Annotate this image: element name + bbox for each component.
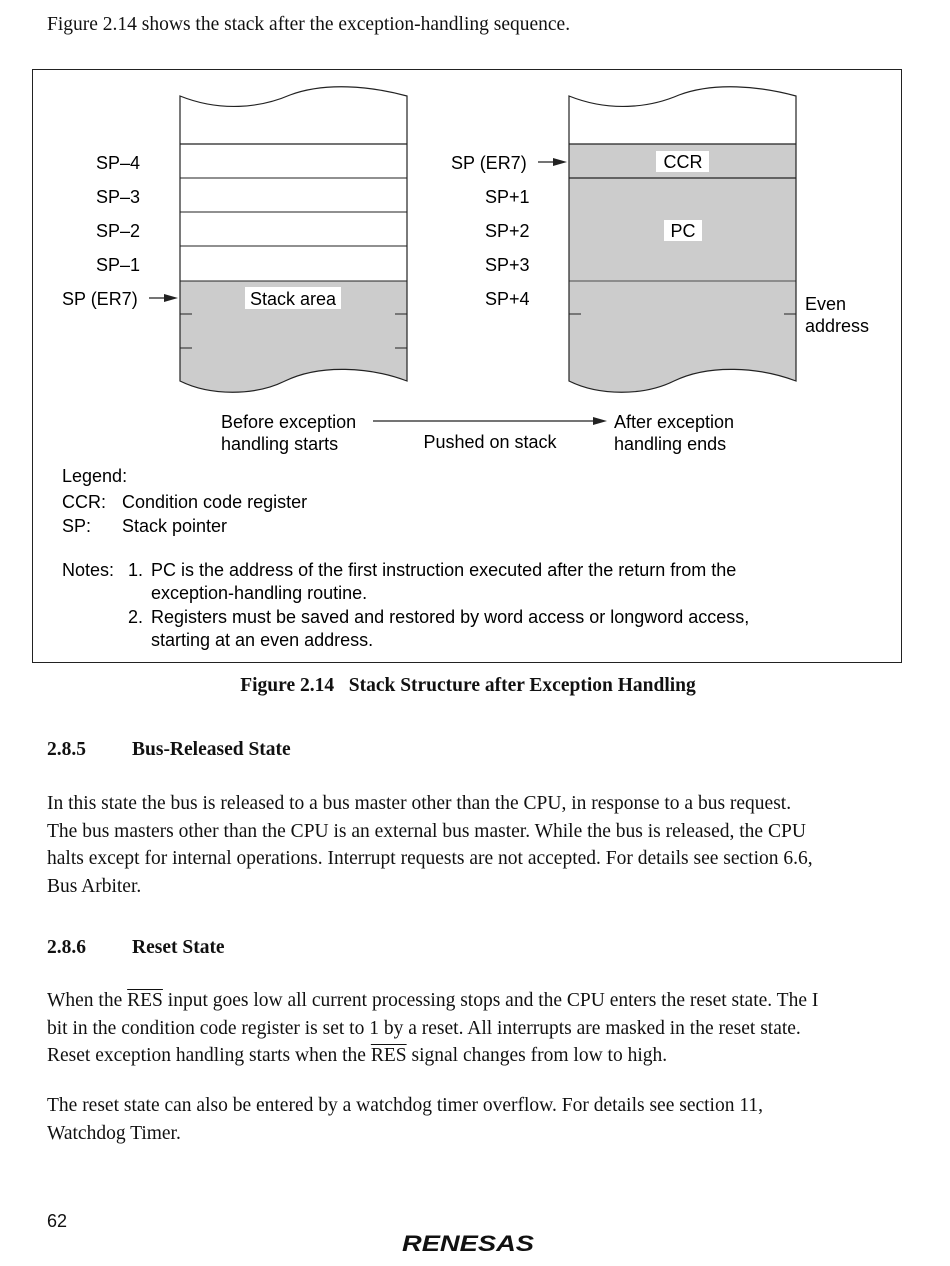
right-sp-er7-label: SP (ER7)	[451, 153, 527, 173]
section-286-paragraph-1	[47, 987, 902, 1070]
left-sp-er7-label: SP (ER7)	[62, 289, 138, 309]
section-286-p1-line-3	[47, 1042, 902, 1070]
even-address-line2: address	[805, 316, 870, 336]
left-label-sp-4: SP–4	[96, 153, 141, 173]
note-1-number: 1.	[128, 560, 144, 580]
section-286-p2-line-2: Watchdog Timer.	[47, 1122, 181, 1144]
section-285-paragraph	[47, 790, 902, 901]
note-2-line1: Registers must be saved and restored by word access or longword access,	[151, 607, 750, 627]
section-286-p2-line-1: The reset state can also be entered by a watchdog timer overflow. For details see section 11,	[47, 1095, 764, 1116]
before-label-line2: handling starts	[221, 434, 339, 454]
pc-cell-label: PC	[670, 221, 696, 241]
text-run: When the	[47, 990, 128, 1011]
legend-key-sp: SP:	[62, 516, 92, 536]
right-label-sp+2: SP+2	[485, 221, 530, 241]
left-label-sp-1: SP–1	[96, 255, 141, 275]
legend-title: Legend:	[62, 466, 128, 486]
right-sp-arrow-icon	[553, 158, 567, 166]
even-address-line1: Even	[805, 294, 847, 314]
after-label-line1: After exception	[614, 412, 735, 432]
svg-text:RENESAS: RENESAS	[402, 1231, 535, 1256]
section-285-title: Bus-Released State	[132, 739, 291, 760]
pushed-on-stack-label: Pushed on stack	[423, 432, 557, 452]
after-label-line2: handling ends	[614, 434, 727, 454]
note-2-number: 2.	[128, 607, 144, 627]
legend-key-ccr: CCR:	[62, 492, 106, 512]
note-1-line1: PC is the address of the first instruction executed after the return from the	[151, 560, 737, 580]
right-stack	[569, 87, 796, 392]
left-stack	[180, 87, 407, 392]
section-285-line-1: In this state the bus is released to a bus master other than the CPU, in response to a bus request.	[47, 793, 792, 814]
figure-caption: Figure 2.14 Stack Structure after Exception Handling	[240, 675, 696, 696]
before-label-line1: Before exception	[221, 412, 357, 432]
notes-title: Notes:	[62, 560, 115, 580]
ccr-cell-label: CCR	[663, 152, 703, 172]
section-286-number: 2.8.6	[47, 937, 86, 958]
section-286-paragraph-2	[47, 1092, 902, 1147]
transition-arrow-icon	[593, 417, 607, 425]
right-label-sp+4: SP+4	[485, 289, 530, 309]
res-signal-name: $\overline{RES}$	[127, 990, 163, 1011]
note-2-line2: starting at an even address.	[151, 630, 374, 650]
res-signal-name: $\overline{RES}$	[370, 1045, 407, 1067]
legend-value-ccr: Condition code register	[122, 492, 308, 512]
section-285-line-4: Bus Arbiter.	[47, 876, 142, 898]
renesas-logo	[400, 1230, 540, 1256]
section-286-title: Reset State	[132, 937, 225, 958]
right-label-sp+1: SP+1	[485, 187, 530, 207]
left-label-sp-2: SP–2	[96, 221, 141, 241]
page-number: 62	[47, 1211, 68, 1231]
text-run: Reset exception handling starts when the	[47, 1045, 371, 1067]
text-run: signal changes from low to high.	[406, 1045, 668, 1067]
left-label-sp-3: SP–3	[96, 187, 141, 207]
legend-value-sp: Stack pointer	[122, 516, 228, 536]
stack-area-label: Stack area	[249, 289, 337, 309]
intro-text: Figure 2.14 shows the stack after the exception-handling sequence.	[47, 14, 571, 35]
right-label-sp+3: SP+3	[485, 255, 530, 275]
section-285-line-2: The bus masters other than the CPU is an external bus master. While the bus is released, the CPU	[47, 820, 806, 842]
text-run: input goes low all current processing stops and the CPU enters the reset state. The I	[162, 990, 819, 1011]
note-1-line2: exception-handling routine.	[151, 583, 368, 603]
section-285-line-3: halts except for internal operations. Interrupt requests are not accepted. For details see section 6.6,	[47, 848, 813, 870]
left-sp-arrow-icon	[164, 294, 178, 302]
section-286-p1-line-2: bit in the condition code register is set to 1 by a reset. All interrupts are masked in the reset state.	[47, 1017, 801, 1039]
section-286-p1-line-1	[47, 987, 902, 1015]
section-285-number: 2.8.5	[47, 739, 86, 760]
